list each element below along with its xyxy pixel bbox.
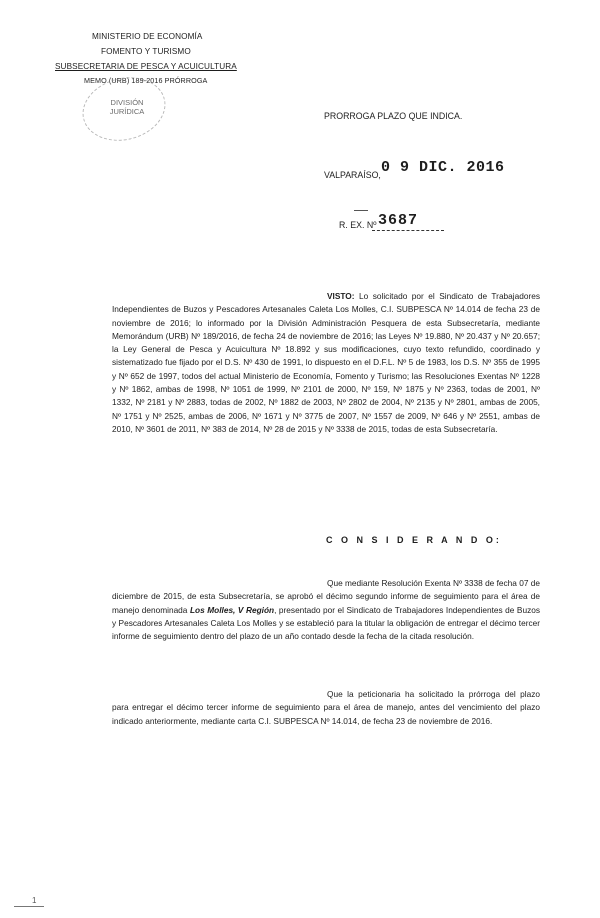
document-subject: PRORROGA PLAZO QUE INDICA. bbox=[324, 111, 463, 121]
considerando-heading: C O N S I D E R A N D O: bbox=[326, 535, 502, 545]
page-number: 1 bbox=[32, 896, 37, 905]
visto-text: Lo solicitado por el Sindicato de Trabajadores Independientes de Buzos y Pescadores Artesanales Caleta Los Molles, C.I. SUBPESCA Nº 14.014 de fecha 23 de noviembre de 2016; lo informado por la División Administración Pesquera de esta Subsecretaría, mediante Memorándum (URB) Nº 189/2016, de fecha 24 de noviembre de 2016; las Leyes Nº 19.880, Nº 20.437 y Nº 20.657; la Ley General de Pesca y Acuicultura Nº 18.892 y sus modificaciones, cuyo texto refundido, coordinado y sistematizado fue fijado por el D.S. Nº 430 de 1991, lo dispuesto en el D.F.L. Nº 5 de 1983, los D.S. Nº 355 de 1995 y Nº 652 de 1997, todos del actual Ministerio de Economía, Fomento y Turismo; las Resoluciones Exentas Nº 1228 y Nº 1862, ambas de 1998, Nº 1051 de 1999, Nº 2101 de 2000, Nº 159, Nº 1875 y Nº 2363, todas de 2001, Nº 1332, Nº 2181 y Nº 2883, todas de 2002, Nº 1882 de 2003, Nº 2802 de 2004, Nº 2135 y Nº 2801, ambas de 2005, Nº 1751 y Nº 2525, ambas de 2006, Nº 1671 y Nº 3775 de 2007, Nº 1557 de 2009, Nº 646 y Nº 2551, ambas de 2010, Nº 3601 de 2011, Nº 383 de 2014, Nº 28 de 2015 y Nº 3338 de 2015, todas de esta Subsecretaría. bbox=[112, 291, 541, 434]
undersecretary-name: SUBSECRETARIA DE PESCA Y ACUICULTURA bbox=[55, 62, 237, 71]
resolution-number-underline bbox=[372, 230, 444, 231]
memo-reference: MEMO (URB) 189-2016 PRÓRROGA bbox=[84, 76, 208, 85]
document-date: 0 9 DIC. 2016 bbox=[381, 159, 505, 176]
resolution-mark bbox=[354, 210, 368, 211]
ministry-name: MINISTERIO DE ECONOMÍA bbox=[92, 32, 203, 41]
stamp-text: DIVISIÓN JURÍDICA bbox=[109, 98, 145, 116]
footer-rule bbox=[14, 906, 44, 907]
considerando-paragraph-2: Que la peticionaria ha solicitado la prórroga del plazo para entregar el décimo tercer informe de seguimiento para el área de manejo, antes del vencimiento del plazo indicado anteriormente, mediante carta C.I. SUBPESCA Nº 14.014, de fecha 23 de noviembre de 2016. bbox=[112, 689, 540, 726]
considerando-paragraph-1: Que mediante Resolución Exenta Nº 3338 de fecha 07 de diciembre de 2015, de esta Subsecretaría, se aprobó el décimo segundo informe de seguimiento para el área de manejo denominada Los Molles, V Región, presentado por el Sindicato de Trabajadores Independientes de Buzos y Pescadores Artesanales Caleta Los Molles y se estableció para la titular la obligación de entregar el décimo tercer informe de seguimiento dentro del plazo de un año contado desde la fecha de la citada resolución. bbox=[112, 578, 540, 642]
resolution-label: R. EX. Nº bbox=[339, 220, 377, 230]
management-area-name: Los Molles, V Región bbox=[189, 604, 275, 615]
resolution-number: 3687 bbox=[378, 212, 419, 229]
city-label: VALPARAÍSO, bbox=[324, 170, 381, 180]
visto-paragraph bbox=[112, 290, 540, 436]
visto-label: VISTO: bbox=[327, 291, 355, 301]
ministry-subtitle: FOMENTO Y TURISMO bbox=[101, 47, 191, 56]
